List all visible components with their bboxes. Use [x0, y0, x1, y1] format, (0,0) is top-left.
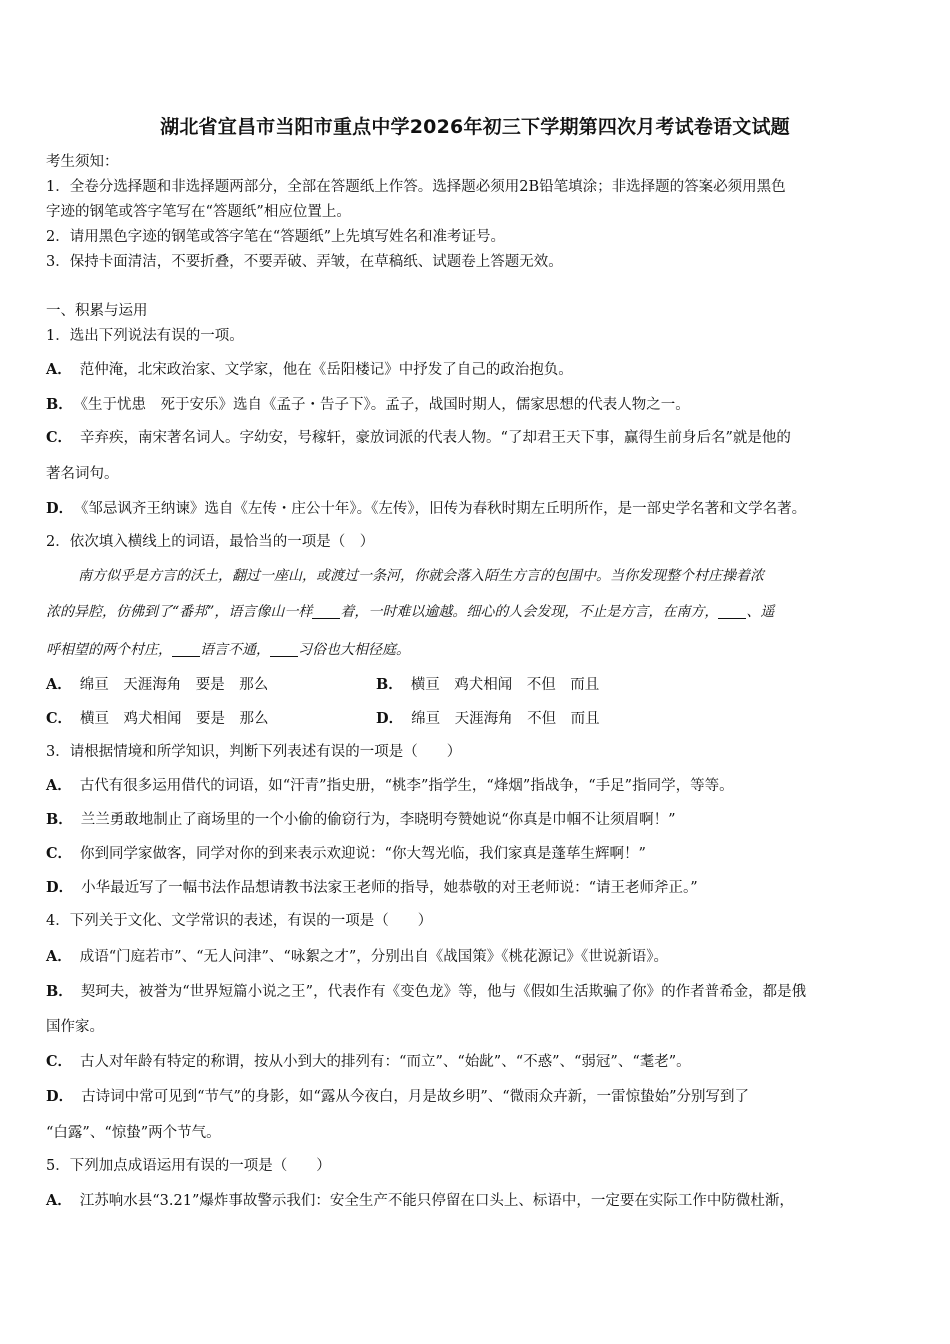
passage-text: 语言不通， [200, 642, 270, 658]
option-letter: C． [46, 429, 73, 446]
option-text: 横亘 鸡犬相闻 不但 而且 [410, 677, 600, 693]
option-b [46, 811, 676, 829]
section-heading: 一、积累与运用 [46, 303, 148, 319]
option-letter: C． [46, 845, 73, 862]
option-text: 你到同学家做客，同学对你的到来表示欢迎说：“你大驾光临，我们家真是蓬荜生辉啊！” [80, 846, 646, 862]
notice-heading: 考生须知： [46, 154, 119, 170]
option-row [46, 676, 906, 694]
question-stem: 5．下列加点成语运用有误的一项是（ ） [46, 1158, 331, 1174]
option-letter: C． [46, 710, 73, 727]
option-text: 《邹忌讽齐王纳谏》选自《左传・庄公十年》。《左传》，旧传为春秋时期左丘明所作，是一部史学名著和文学名著。 [81, 501, 807, 517]
option-a [46, 777, 734, 795]
passage-text: 呼相望的两个村庄， [46, 642, 172, 658]
option-b [46, 983, 806, 1001]
fill-blank [312, 604, 340, 619]
option-text: 小华最近写了一幅书法作品想请教书法家王老师的指导，她恭敬的对王老师说：“请王老师斧正。” [81, 880, 698, 896]
option-letter: B． [376, 676, 403, 693]
notice-item: 2．请用黑色字迹的钢笔或答字笔在“答题纸”上先填写姓名和准考证号。 [46, 229, 506, 245]
option-d [46, 1088, 749, 1106]
option-letter: A． [46, 1192, 72, 1209]
option-text: 辛弃疾，南宋著名词人。字幼安，号稼轩，豪放词派的代表人物。“了却君王天下事，赢得生前身后名”就是他的 [80, 430, 791, 446]
option-c [46, 845, 646, 863]
option-text: 绵亘 天涯海角 要是 那么 [79, 677, 269, 693]
option-letter: D． [46, 1088, 74, 1105]
passage-text: 习俗也大相径庭。 [298, 642, 410, 658]
page-title: 湖北省宜昌市当阳市重点中学2026年初三下学期第四次月考试卷语文试题 [160, 116, 790, 138]
option-text: 契珂夫，被誉为“世界短篇小说之王”，代表作有《变色龙》等，他与《假如生活欺骗了你》的作者普希金，都是俄 [80, 984, 807, 1000]
option-d [46, 879, 698, 897]
option-text: 绵亘 天涯海角 不但 而且 [411, 711, 600, 727]
option-letter: B． [46, 983, 73, 1000]
option-text: 古人对年龄有特定的称谓，按从小到大的排列有：“而立”、“始龀”、“不惑”、“弱冠”、“耄老”。 [80, 1054, 691, 1070]
option-letter: D． [46, 500, 74, 517]
option-letter: B． [46, 811, 73, 828]
option-letter: A． [46, 676, 72, 693]
option-letter: A． [46, 361, 72, 378]
option-text: 范仲淹，北宋政治家、文学家，他在《岳阳楼记》中抒发了自己的政治抱负。 [79, 362, 573, 378]
option-b [376, 676, 599, 694]
passage-text: 、遥 [746, 604, 775, 620]
option-letter: D． [376, 710, 404, 727]
option-letter: C． [46, 1053, 73, 1070]
option-d [376, 710, 600, 728]
option-letter: A． [46, 777, 72, 794]
option-a [46, 677, 268, 693]
fill-blank [270, 642, 298, 657]
option-a [46, 948, 668, 966]
option-b [46, 396, 690, 414]
option-text: 《生于忧患 死于安乐》选自《孟子・告子下》。孟子，战国时期人，儒家思想的代表人物之一。 [80, 397, 690, 413]
option-a [46, 361, 573, 379]
question-stem: 3．请根据情境和所学知识，判断下列表述有误的一项是（ ） [46, 744, 462, 760]
option-text: 古诗词中常可见到“节气”的身影，如“露从今夜白，月是故乡明”、“微雨众卉新，一雷惊蛰始”分别写到了 [81, 1089, 750, 1105]
option-text: 成语“门庭若市”、“无人问津”、“咏絮之才”，分别出自《战国策》《桃花源记》《世说新语》。 [79, 949, 668, 965]
option-d [46, 500, 806, 518]
option-c [46, 711, 269, 727]
passage-text: 浓的异腔，仿佛到了“番邦”，语言像山一样 [46, 604, 313, 620]
question-stem: 1．选出下列说法有误的一项。 [46, 328, 244, 344]
option-c-cont: 著名词句。 [46, 466, 119, 482]
passage-line [46, 604, 774, 621]
question-stem: 4．下列关于文化、文学常识的表述，有误的一项是（ ） [46, 913, 433, 929]
option-a [46, 1192, 794, 1210]
option-d-cont: “白露”、“惊蛰”两个节气。 [46, 1125, 221, 1141]
fill-blank [172, 642, 200, 657]
option-text: 古代有很多运用借代的词语，如“汗青”指史册，“桃李”指学生，“烽烟”指战争，“手足”指同学，等等。 [79, 778, 734, 794]
notice-item: 1．全卷分选择题和非选择题两部分，全部在答题纸上作答。选择题必须用2B铅笔填涂；非选择题的答案必须用黑色 [46, 179, 786, 195]
notice-item: 3．保持卡面清洁，不要折叠，不要弄破、弄皱，在草稿纸、试题卷上答题无效。 [46, 254, 563, 270]
question-stem: 2．依次填入横线上的词语，最恰当的一项是（ ） [46, 534, 375, 550]
option-c [46, 1053, 691, 1071]
notice-item: 字迹的钢笔或答字笔写在“答题纸”相应位置上。 [46, 204, 351, 220]
passage-line [46, 642, 410, 659]
option-c [46, 429, 791, 447]
option-letter: B． [46, 396, 73, 413]
option-letter: A． [46, 948, 72, 965]
option-row [46, 710, 906, 728]
fill-blank [718, 604, 746, 619]
option-text: 兰兰勇敢地制止了商场里的一个小偷的偷窃行为，李晓明夸赞她说“你真是巾帼不让须眉啊！” [80, 812, 676, 828]
option-text: 横亘 鸡犬相闻 要是 那么 [80, 711, 269, 727]
passage-line: 南方似乎是方言的沃土，翻过一座山，或渡过一条河，你就会落入陌生方言的包围中。当你发现整个村庄操着浓 [78, 568, 764, 584]
option-letter: D． [46, 879, 74, 896]
option-text: 江苏响水县“3.21”爆炸事故警示我们：安全生产不能只停留在口头上、标语中，一定要在实际工作中防微杜渐， [79, 1193, 794, 1209]
passage-text: 着，一时难以逾越。细心的人会发现，不止是方言，在南方， [340, 604, 719, 620]
option-b-cont: 国作家。 [46, 1019, 104, 1035]
